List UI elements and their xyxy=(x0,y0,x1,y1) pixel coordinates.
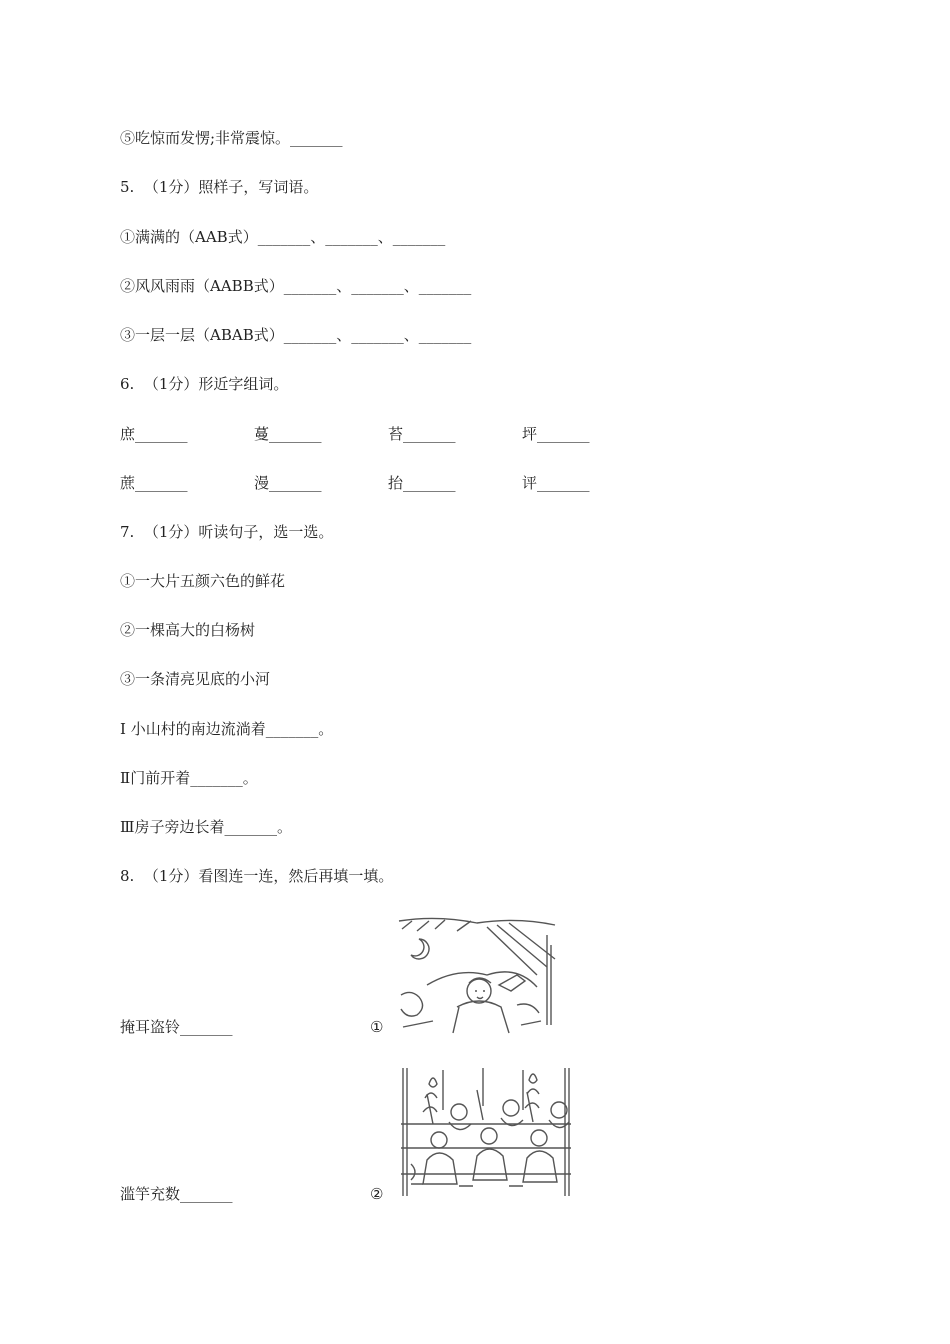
q6-word-cell: 苔_______ xyxy=(388,425,456,443)
q7-sentence-2: Ⅱ门前开着_______。 xyxy=(120,769,258,787)
q5-item-2: ②风风雨雨（AABB式）_______、_______、_______ xyxy=(120,277,472,295)
q8-idiom-1: 掩耳盗铃_______ xyxy=(120,1018,233,1036)
q6-word-cell: 蔓_______ xyxy=(254,425,322,443)
q7-title: 7. （1分）听读句子，选一选。 xyxy=(120,523,334,541)
q6-word-cell: 庶_______ xyxy=(120,425,188,443)
illustration-yu-players xyxy=(399,1064,574,1199)
q6-title: 6. （1分）形近字组词。 xyxy=(120,375,289,393)
q8-marker-2: ② xyxy=(370,1185,384,1203)
q6-word-cell: 漫_______ xyxy=(254,474,322,492)
q6-word-cell: 蔗_______ xyxy=(120,474,188,492)
q7-option-1: ①一大片五颜六色的鲜花 xyxy=(120,572,286,590)
q4-item-5: ⑤吃惊而发愣;非常震惊。_______ xyxy=(120,129,343,147)
q6-word-cell: 抬_______ xyxy=(388,474,456,492)
q8-title: 8. （1分）看图连一连，然后再填一填。 xyxy=(120,867,394,885)
q7-sentence-3: Ⅲ房子旁边长着_______。 xyxy=(120,818,292,836)
q6-word-cell: 坪_______ xyxy=(522,425,590,443)
q8-idiom-2: 滥竽充数_______ xyxy=(120,1185,233,1203)
q7-option-2: ②一棵高大的白杨树 xyxy=(120,621,256,639)
q6-word-cell: 评_______ xyxy=(522,474,590,492)
q7-option-3: ③一条清亮见底的小河 xyxy=(120,670,271,688)
q5-title: 5. （1分）照样子，写词语。 xyxy=(120,178,319,196)
q7-sentence-1: Ⅰ 小山村的南边流淌着_______。 xyxy=(120,720,334,738)
q8-marker-1: ① xyxy=(370,1018,384,1036)
q5-item-1: ①满满的（AAB式）_______、_______、_______ xyxy=(120,228,446,246)
illustration-ear-bell xyxy=(397,915,557,1035)
q5-item-3: ③一层一层（ABAB式）_______、_______、_______ xyxy=(120,326,472,344)
